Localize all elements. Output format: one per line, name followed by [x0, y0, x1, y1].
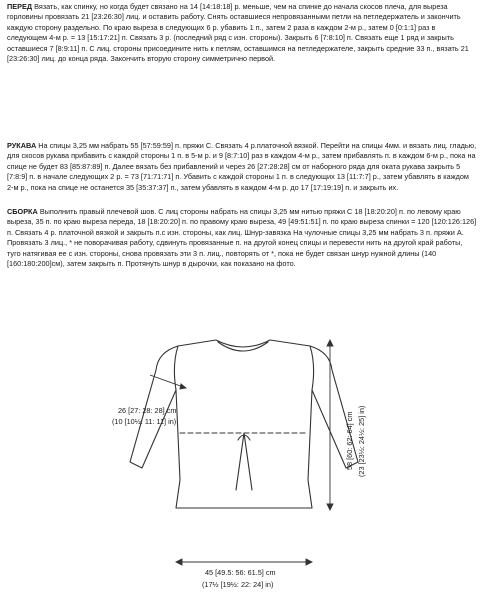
length-dim-arrow-top — [327, 340, 333, 346]
sleeve-heading: РУКАВА — [7, 141, 37, 150]
width-dim-arrow-left — [176, 559, 182, 565]
sleeve-length-label-cm: 26 [27: 28: 28] cm — [118, 406, 177, 415]
sleeve-section — [7, 141, 477, 193]
right-armhole-seam — [310, 346, 314, 390]
sleeve-length-label-in: (10 [10½: 11: 11] in) — [112, 417, 177, 426]
assembly-text: Выполнить правый плечевой шов. С лиц стороны набрать на спицы 3,25 мм нитью пряжи С 18 [18:20:20] п. по левому краю выреза, 35 п. по краю выреза переда, 18 [18:20:20] п. по правому краю выреза, 49 [49:51:51] п. по краю выреза спинки = 120 [120:126:126] п. Связать 4 р. платочной вязкой и закрыть п.с изн. стороны, как лиц. Шнур-завязка На чулочные спицы 3,25 мм набрать 3 п. пряжи А. Провязать 3 лиц., * не поворачивая работу, сдвинуть провязанные п. на другой конец спицы и перевести нить на другой край работы, туго натягивая ее с изн. стороны, снова провязать эти 3 п. лиц., повторять от *, пока не будет связан шнур нужной длины (140 [160:180:200]см), затем закрыть п. Протянуть шнур в дырочки, как показано на фото. — [7, 207, 477, 269]
garment-schematic — [0, 330, 483, 600]
length-dim-arrow-bottom — [327, 504, 333, 510]
sleeve-text: На спицы 3,25 мм набрать 55 [57:59:59] п. пряжи С. Связать 4 р.платочной вязкой. Перейти на спицы 4мм. и вязать лиц. гладью, для скосов рукава прибавить с каждой стороны 1 п. в 5-м р. и 9 [8:7:10] раз в каждом 4-м р., затем прибавлять п. в каждом 6-м р., пока на спице не будет 83 [85:87:89] п. Далее вязать без прибавлений и через 26 [27:28:28] см от наборного ряда для оката рукава закрыть 5 [7:8:9] п. в начале следующих 2 р. = 73 [71:71:71] п. Убавить с каждой стороны 1 п. в следующих 13 [11:7:7] р., затем убавлять в каждом 2-м р., пока на спице не останется 35 [35:37:37] п., затем убавлять в каждом 4-м р. до 17 [17:19:19] п. и закрыть их. — [7, 141, 477, 192]
width-label-in: (17½ [19½: 22: 24] in) — [202, 580, 274, 589]
width-dim-arrow-right — [306, 559, 312, 565]
drawstring-tie — [236, 433, 252, 490]
length-label-in: (23 [23½: 24½: 25] in) — [357, 405, 366, 477]
assembly-section — [7, 207, 477, 269]
length-label-cm: 58 [60: 62: 64] cm — [345, 411, 354, 470]
assembly-heading: СБОРКА — [7, 207, 38, 216]
sleeve-dim-arrow — [180, 384, 186, 389]
front-section — [7, 2, 477, 64]
left-armhole-seam — [174, 346, 178, 390]
width-label-cm: 45 [49.5: 56: 61.5] cm — [205, 568, 276, 577]
front-text: Вязать, как спинку, но когда будет связано на 14 [14:18:18] р. меньше, чем на спинке до начала скосов плеча, для выреза горловины провязать 21 [23:26:30] лиц. и оставить работу. Снять оставшиеся непровязанными петли на петледержатель и закончить каждую сторону раздельно. По краю выреза в следующих 6 р. убавить 1 п., затем 2 раза в каждом 2-м р., затем 0 [0:1:1] раз в следующем 4-м р. = 13 [15:17:21] п. Связать 3 р. (последний ряд с изн. стороны). Закрыть 6 [7:8:10] п. Связать еще 1 ряд и закрыть оставшиеся 7 [8:9:11] п. С лиц. стороны присоедините нить к петлям, оставшимся на петледержателе, закрыть средние 33 п., вязать 21 [23:26:30] лиц. до конца ряда. Закончить вторую сторону симметрично первой. — [7, 2, 469, 64]
front-heading: ПЕРЕД — [7, 2, 33, 11]
schematic-drawing — [0, 330, 483, 600]
